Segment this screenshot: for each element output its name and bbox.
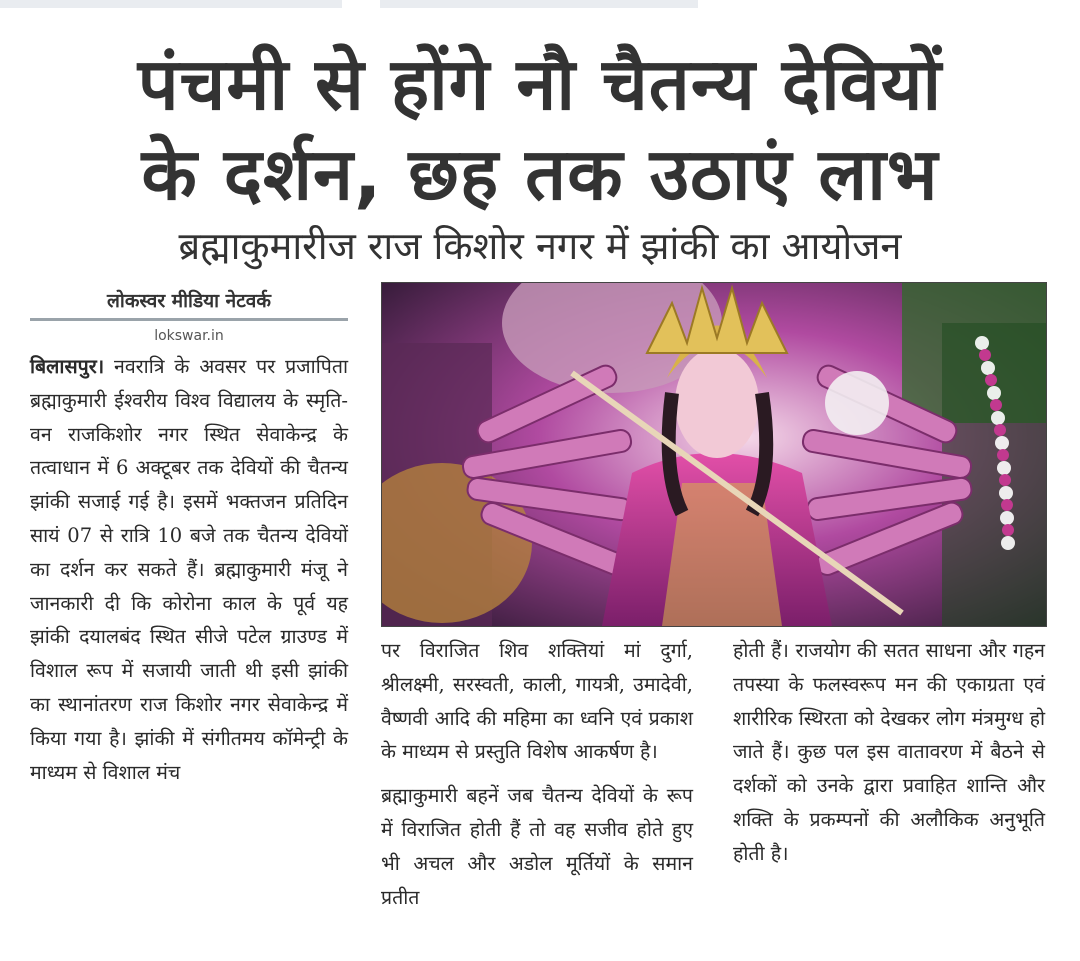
column-3-text: होती हैं। राजयोग की सतत साधना और गहन तपस्या के फलस्वरूप मन की एकाग्रता एवं शारीरिक स्थिरता को देखकर लोग मंत्रमुग्ध हो जाते हैं। कुछ पल इस वातावरण में बैठने से दर्शकों को उनके द्वारा प्रवाहित शान्ति और शक्ति के प्रकम्पनों की अलौकिक अनुभूति होती है।: [733, 639, 1045, 865]
column-2-paragraph-2: ब्रह्माकुमारी बहनें जब चैतन्य देवियों के रूप में विराजित होती हैं तो वह सजीव होते हुए भी अचल और अडोल मूर्तियों के समान प्रतीत: [381, 784, 693, 909]
website-credit: lokswar.in: [154, 328, 224, 344]
dateline: बिलासपुर।: [30, 355, 105, 378]
article-column-3: [733, 634, 1045, 871]
column-1-text: नवरात्रि के अवसर पर प्रजापिता ब्रह्माकुमारी ईश्वरीय विश्व विद्यालय के स्मृति-वन राजकिशोर नगर स्थित सेवाकेन्द्र के तत्वाधान में 6 अक्टूबर तक देवियों की चैतन्य झांकी सजाई गई है। इसमें भक्तजन प्रतिदिन सायं 07 से रात्रि 10 बजे तक चैतन्य देवियों का दर्शन कर सकते हैं। ब्रह्माकुमारी मंजू ने जानकारी दी कि कोरोना काल के पूर्व यह झांकी दयालबंद स्थित सीजे पटेल ग्राउण्ड में विशाल रूप में सजायी जाती थी इसी झांकी का स्थानांतरण राज किशोर नगर सेवाकेन्द्र में किया गया है। झांकी में संगीतमय कॉमेन्ट्री के माध्यम से विशाल मंच: [30, 355, 348, 784]
article-column-2: [381, 634, 693, 914]
top-edge-strip-right: [380, 0, 698, 8]
headline-line-1: पंचमी से होंगे नौ चैतन्य देवियों: [137, 42, 943, 126]
top-edge-strip-left: [0, 0, 342, 8]
news-photo-goddess-tableau: [381, 282, 1047, 627]
subheadline: ब्रह्माकुमारीज राज किशोर नगर में झांकी का आयोजन: [178, 224, 902, 268]
byline: लोकस्वर मीडिया नेटवर्क: [107, 290, 271, 312]
headline-line-2: के दर्शन, छह तक उठाएं लाभ: [141, 132, 939, 216]
column-2-paragraph-1: पर विराजित शिव शक्तियां मां दुर्गा, श्रीलक्ष्मी, सरस्वती, काली, गायत्री, उमादेवी, वैष्णवी आदि की महिमा का ध्वनि एवं प्रकाश के माध्यम से प्रस्तुति विशेष आकर्षण है।: [381, 639, 693, 764]
byline-rule: [30, 318, 348, 321]
article-column-1: [30, 350, 348, 789]
